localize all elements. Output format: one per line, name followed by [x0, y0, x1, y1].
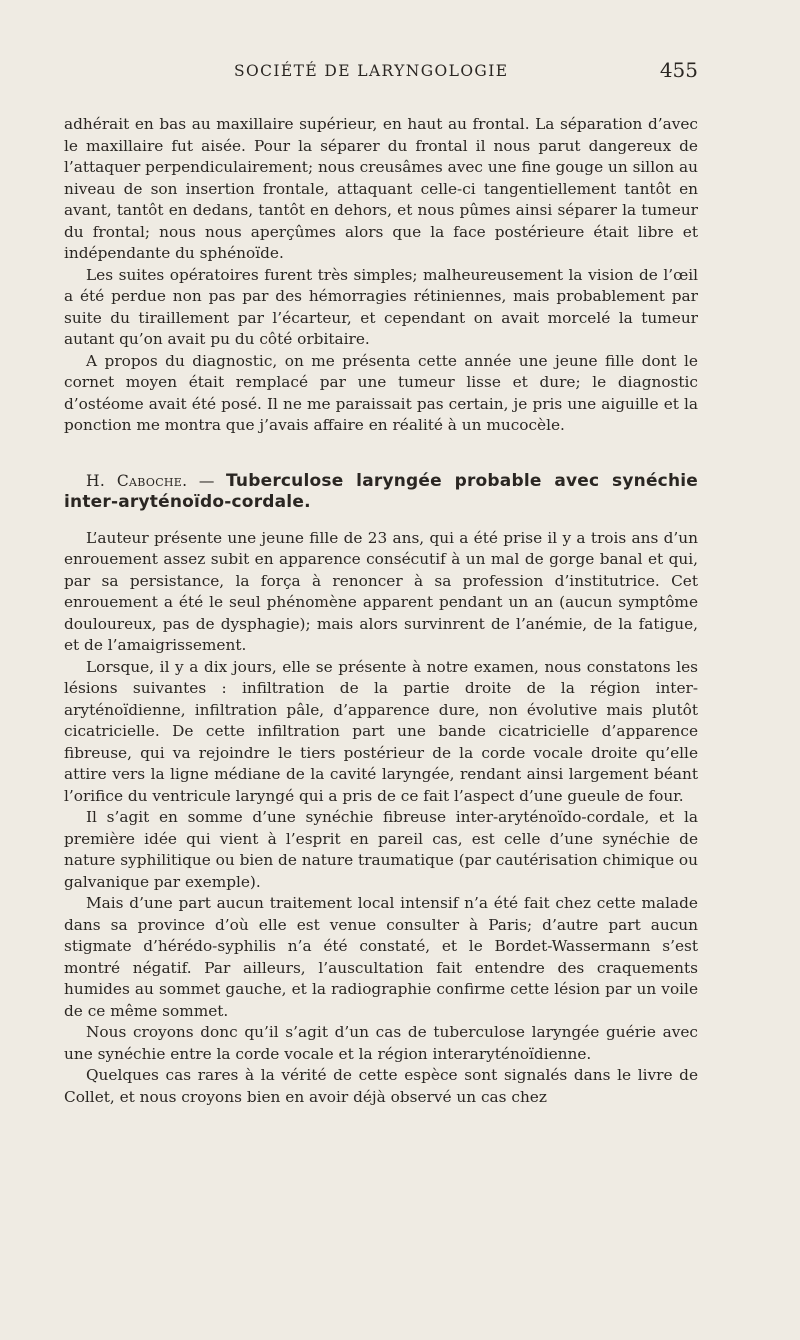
paragraph-case-intro: L’auteur présente une jeune fille de 23 ans, qui a été prise il y a trois ans d’un enrouement assez subit en apparence consécutif à un mal de gorge banal et qui, par sa persistance, la força à renoncer à sa profession d’institutrice. Cet enrouement a été le seul phénomène apparent pendant un an (aucun symptôme douloureux, pas de dysphagie); mais alors survinrent de l’anémie, de la fatigue, et de l’amaigrissement.	[64, 528, 698, 654]
section-title: Tuberculose laryngée probable avec synéchie inter-aryténoïdo-cordale.	[64, 470, 699, 512]
section-author: H. Caboche.	[86, 471, 188, 490]
section-dash: —	[187, 471, 226, 490]
section-heading	[64, 471, 698, 514]
page-header	[64, 58, 698, 90]
paragraph-diagnosis: A propos du diagnostic, on me présenta cette année une jeune fille dont le cornet moyen était remplacé par une tumeur lisse et dure; le diagnostic d’ostéome avait été posé. Il ne me paraissait pas certain, je pris une aiguille et la ponction me montra que j’avais affaire en réalité à un mucocèle.	[64, 351, 698, 434]
paragraph-continued: adhérait en bas au maxillaire supérieur, en haut au frontal. La séparation d’avec le maxillaire fut aisée. Pour la séparer du frontal il nous parut dangereux de l’attaquer perpendiculairement; nous creusâmes avec une fine gouge un sillon au niveau de son insertion frontale, attaquant celle-ci tangentiellement tantôt en avant, tantôt en dedans, tantôt en dehors, et nous pûmes ainsi séparer la tumeur du frontal; nous nous aperçûmes alors que la face postérieure était libre et indépendante du sphénoïde.	[64, 115, 698, 262]
page-number: 455	[659, 58, 698, 82]
paragraph-conclusion: Nous croyons donc qu’il s’agit d’un cas de tuberculose laryngée guérie avec une synéchie entre la corde vocale et la région interaryténoïdienne.	[64, 1023, 698, 1063]
paragraph-collet: Quelques cas rares à la vérité de cette espèce sont signalés dans le livre de Collet, et nous croyons bien en avoir déjà observé un cas chez	[64, 1066, 698, 1106]
paragraph-postoperative: Les suites opératoires furent très simples; malheureusement la vision de l’œil a été perdue non pas par des hémorragies rétiniennes, mais probablement par suite du tiraillement par l’écarteur, et cependant on avait morcelé la tumeur autant qu’on avait pu du côté orbitaire.	[64, 265, 698, 348]
running-head: SOCIÉTÉ DE LARYNGOLOGIE	[234, 62, 509, 80]
paragraph-treatment: Mais d’une part aucun traitement local intensif n’a été fait chez cette malade dans sa province d’où elle est venue consulter à Paris; d’autre part aucun stigmate d’hérédo-syphilis n’a été constaté, et le Bordet-Wassermann s’est montré négatif. Par ailleurs, l’auscultation fait entendre des craquements humides au sommet gauche, et la radiographie confirme cette lésion par un voile de ce même sommet.	[64, 894, 698, 1020]
paragraph-synechia: Il s’agit en somme d’une synéchie fibreuse inter-aryténoïdo-cordale, et la première idée qui vient à l’esprit en pareil cas, est celle d’une synéchie de nature syphilitique ou bien de nature traumatique (par cautérisation chimique ou galvanique par exemple).	[64, 808, 698, 891]
paragraph-examination: Lorsque, il y a dix jours, elle se présente à notre examen, nous constatons les lésions suivantes : infiltration de la partie droite de la région inter-aryténoïdienne, infiltration pâle, d’apparence dure, non évolutive mais plutôt cicatricielle. De cette infiltration part une bande cicatricielle d’apparence fibreuse, qui va rejoindre le tiers postérieur de la corde vocale droite qu’elle attire vers la ligne médiane de la cavité laryngée, rendant ainsi largement béant l’orifice du ventricule laryngé qui a pris de ce fait l’aspect d’une gueule de four.	[64, 657, 698, 805]
page-body	[64, 114, 698, 1108]
